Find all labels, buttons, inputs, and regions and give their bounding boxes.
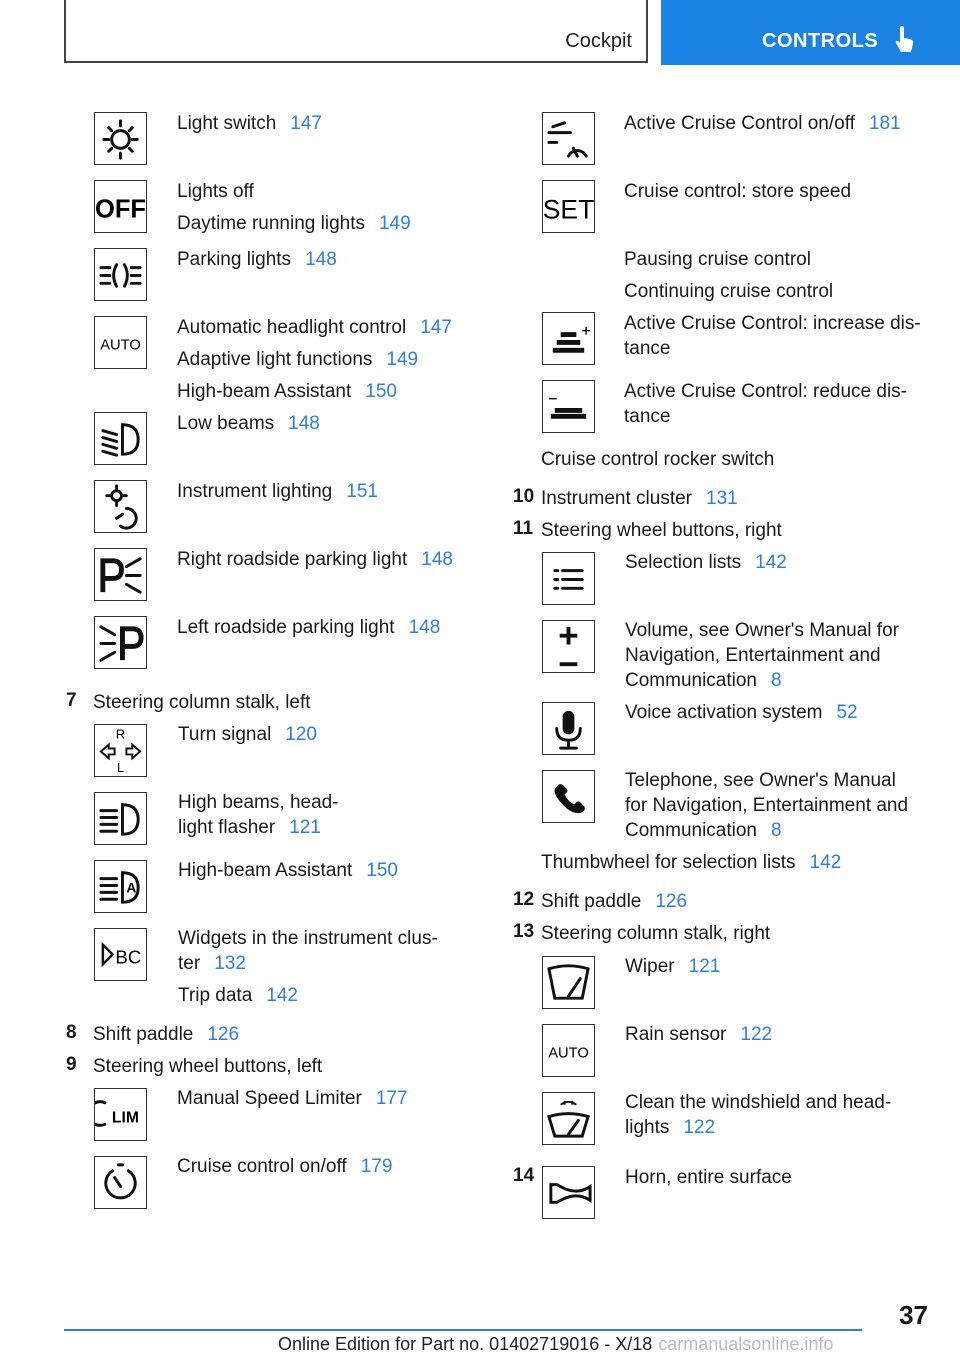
entry-label: lights — [625, 1117, 670, 1138]
svg-text:A: A — [126, 880, 137, 896]
entry-text — [177, 615, 440, 640]
entry-text — [178, 951, 246, 976]
entry-text — [177, 347, 418, 372]
entry-label: Volume, see Owner's Manual for — [625, 620, 899, 641]
page-reference-link[interactable]: 142 — [755, 552, 787, 573]
entry-text — [624, 336, 670, 361]
auto-icon — [94, 316, 147, 369]
header-chapter-title: CONTROLS — [762, 30, 879, 52]
entry-text — [625, 618, 899, 643]
entry-text — [177, 111, 322, 136]
section-title — [93, 1054, 322, 1079]
entry-text — [177, 379, 397, 404]
entry-label: Communication — [625, 820, 757, 841]
section-number: 11 — [513, 518, 534, 539]
entry-text — [177, 179, 254, 204]
pointing-hand-icon — [894, 26, 916, 54]
page-reference-link[interactable]: 122 — [683, 1117, 716, 1138]
entry-label: Parking lights — [177, 249, 292, 270]
entry-text — [625, 550, 787, 575]
entry-label: Automatic headlight control — [177, 317, 407, 338]
section-title — [541, 889, 687, 914]
page-number: 37 — [899, 1300, 928, 1330]
entry-text — [624, 311, 921, 336]
page-reference-link[interactable]: 8 — [771, 670, 782, 691]
entry-text — [624, 379, 907, 404]
svg-text:LIM: LIM — [111, 1109, 139, 1127]
entry-text — [177, 479, 378, 504]
entry-label: Pausing cruise control — [624, 249, 811, 270]
horn-icon — [542, 1166, 595, 1219]
footer-edition-text: Online Edition for Part no. 01402719016 - X/18 — [278, 1334, 653, 1354]
section-number: 14 — [513, 1165, 535, 1186]
entry-text — [625, 643, 881, 668]
entry-label: Thumbwheel for selection lists — [541, 852, 796, 873]
off-icon — [94, 180, 147, 233]
voice-icon — [542, 702, 595, 755]
page-reference-link[interactable]: 132 — [214, 953, 246, 974]
footer-edition — [278, 1334, 833, 1355]
entry-text — [625, 818, 782, 843]
entry-label: Horn, entire surface — [625, 1167, 792, 1188]
section-number: 9 — [66, 1054, 77, 1075]
entry-label: tance — [624, 406, 671, 427]
section-title — [541, 518, 782, 543]
svg-text:OFF: OFF — [95, 195, 146, 224]
thumbwheel-caption — [541, 850, 841, 875]
svg-text:AUTO: AUTO — [100, 337, 141, 354]
footer-watermark: carmanualsonline.info — [658, 1334, 834, 1354]
section-title — [625, 1165, 792, 1190]
page-reference-link[interactable]: 148 — [305, 249, 337, 270]
page-reference-link[interactable]: 52 — [836, 702, 858, 723]
page-reference-link[interactable]: 8 — [771, 820, 782, 841]
page-reference-link[interactable]: 149 — [386, 349, 419, 370]
entry-label: Cruise control: store speed — [624, 181, 852, 202]
entry-text — [625, 954, 720, 979]
entry-label: Rain sensor — [625, 1024, 727, 1045]
entry-label: Wiper — [625, 956, 675, 977]
page-reference-link[interactable]: 148 — [408, 617, 441, 638]
entry-label: Low beams — [177, 413, 275, 434]
high-beams-icon — [94, 792, 147, 845]
section-title — [93, 1022, 239, 1047]
entry-label: Voice activation system — [625, 702, 823, 723]
page-reference-link[interactable]: 150 — [365, 381, 397, 402]
page-reference-link[interactable]: 122 — [740, 1024, 773, 1045]
entry-text — [625, 1115, 715, 1140]
page-reference-link[interactable]: 142 — [266, 985, 298, 1006]
entry-label: ter — [178, 953, 201, 974]
page-reference-link[interactable]: 150 — [366, 860, 398, 881]
entry-label: Active Cruise Control on/off — [624, 113, 855, 134]
rain-sensor-icon — [542, 1024, 595, 1077]
entry-label: High-beam Assistant — [178, 860, 353, 881]
lim-icon — [94, 1088, 147, 1141]
svg-text:AUTO: AUTO — [548, 1045, 589, 1062]
page-reference-link[interactable]: 131 — [706, 488, 738, 509]
telephone-icon — [542, 770, 595, 823]
entry-label: Clean the windshield and head- — [625, 1092, 892, 1113]
entry-text — [178, 983, 298, 1008]
entry-label: Active Cruise Control: increase dis- — [624, 313, 921, 334]
svg-text:BC: BC — [115, 946, 142, 968]
entry-label: light flasher — [178, 817, 276, 838]
entry-label: Lights off — [177, 181, 254, 202]
entry-label: Steering column stalk, left — [93, 692, 311, 713]
page-reference-link[interactable]: 120 — [285, 724, 317, 745]
page-reference-link[interactable]: 149 — [378, 213, 411, 234]
turn-signal-icon — [94, 724, 147, 777]
light-switch-icon — [94, 112, 147, 165]
volume-icon — [542, 620, 595, 673]
entry-label: Right roadside parking light — [177, 549, 408, 570]
page-reference-link[interactable]: 151 — [346, 481, 378, 502]
entry-label: High beams, head- — [178, 792, 339, 813]
entry-text — [624, 179, 851, 204]
entry-text — [177, 1154, 392, 1179]
section-number: 10 — [513, 486, 535, 507]
entry-text — [625, 768, 896, 793]
entry-text — [624, 247, 811, 272]
entry-label: Steering column stalk, right — [541, 923, 771, 944]
right-roadside-parking-icon — [94, 548, 147, 601]
bc-icon — [94, 928, 147, 981]
entry-label: Widgets in the instrument clus- — [178, 928, 438, 949]
section-title — [541, 921, 770, 946]
active-cruise-icon — [542, 112, 595, 165]
page-reference-link[interactable]: 126 — [655, 891, 688, 912]
section-title — [541, 486, 738, 511]
increase-distance-icon — [542, 312, 595, 365]
high-beam-assistant-icon — [94, 860, 147, 913]
entry-text — [625, 700, 858, 725]
page-reference-link[interactable]: 148 — [421, 549, 453, 570]
wiper-icon — [542, 956, 595, 1009]
entry-text — [177, 411, 320, 436]
entry-label: for Navigation, Entertainment and — [625, 795, 909, 816]
entry-text — [625, 668, 782, 693]
entry-text — [624, 111, 901, 136]
svg-text:SET: SET — [543, 194, 594, 225]
entry-label: Cruise control on/off — [177, 1156, 347, 1177]
entry-label: Continuing cruise control — [624, 281, 834, 302]
set-icon — [542, 180, 595, 233]
entry-label: Shift paddle — [541, 891, 642, 912]
entry-text — [625, 1022, 772, 1047]
entry-label: Instrument lighting — [177, 481, 333, 502]
instrument-lighting-icon — [94, 480, 147, 533]
page-reference-link[interactable]: 126 — [207, 1024, 240, 1045]
entry-text — [177, 211, 411, 236]
header-section-box — [64, 0, 648, 63]
section-number: 7 — [66, 690, 77, 711]
parking-lights-icon — [94, 248, 147, 301]
reduce-distance-icon — [542, 380, 595, 433]
entry-text — [625, 1090, 891, 1115]
page-reference-link[interactable]: 147 — [420, 317, 452, 338]
entry-label: Adaptive light functions — [177, 349, 373, 370]
page-reference-link[interactable]: 147 — [290, 113, 322, 134]
left-roadside-parking-icon — [94, 616, 147, 669]
entry-label: Selection lists — [625, 552, 742, 573]
entry-label: Cruise control rocker switch — [541, 449, 775, 470]
entry-label: Steering wheel buttons, left — [93, 1056, 323, 1077]
entry-label: Telephone, see Owner's Manual — [625, 770, 896, 791]
entry-label: tance — [624, 338, 671, 359]
entry-text — [177, 247, 337, 272]
entry-text — [177, 315, 452, 340]
page-reference-link[interactable]: 121 — [688, 956, 721, 977]
entry-text — [177, 547, 453, 572]
entry-text — [178, 815, 321, 840]
entry-text — [624, 279, 833, 304]
page-reference-link[interactable]: 177 — [375, 1088, 408, 1109]
entry-label: Steering wheel buttons, right — [541, 520, 782, 541]
page-reference-link[interactable]: 121 — [289, 817, 321, 838]
cruise-control-icon — [94, 1156, 147, 1209]
section-number: 8 — [66, 1022, 77, 1043]
washer-icon — [542, 1092, 595, 1145]
entry-text — [177, 1086, 408, 1111]
rocker-caption — [541, 447, 774, 472]
selection-lists-icon — [542, 552, 595, 605]
entry-label: Active Cruise Control: reduce dis- — [624, 381, 907, 402]
svg-text:R: R — [115, 726, 126, 742]
entry-label: Daytime running lights — [177, 213, 365, 234]
entry-label: Navigation, Entertainment and — [625, 645, 881, 666]
entry-label: Communication — [625, 670, 757, 691]
entry-label: Trip data — [178, 985, 253, 1006]
entry-label: Shift paddle — [93, 1024, 194, 1045]
entry-text — [178, 722, 317, 747]
page-reference-link[interactable]: 142 — [809, 852, 842, 873]
entry-text — [178, 926, 438, 951]
entry-text — [625, 793, 908, 818]
section-title — [93, 690, 311, 715]
page-reference-link[interactable]: 181 — [868, 113, 901, 134]
low-beams-icon — [94, 412, 147, 465]
entry-text — [178, 790, 339, 815]
entry-text — [178, 858, 398, 883]
header-section-title: Cockpit — [565, 30, 632, 52]
footer-divider — [64, 1329, 862, 1331]
entry-label: High-beam Assistant — [177, 381, 352, 402]
section-number: 13 — [513, 921, 535, 942]
entry-label: Light switch — [177, 113, 277, 134]
entry-label: Turn signal — [178, 724, 272, 745]
page-reference-link[interactable]: 179 — [360, 1156, 393, 1177]
entry-label: Manual Speed Limiter — [177, 1088, 362, 1109]
entry-text — [624, 404, 670, 429]
header-chapter-box — [661, 0, 960, 65]
entry-label: Left roadside parking light — [177, 617, 395, 638]
entry-label: Instrument cluster — [541, 488, 692, 509]
page-reference-link[interactable]: 148 — [288, 413, 320, 434]
section-number: 12 — [513, 889, 535, 910]
svg-text:L: L — [116, 760, 125, 776]
